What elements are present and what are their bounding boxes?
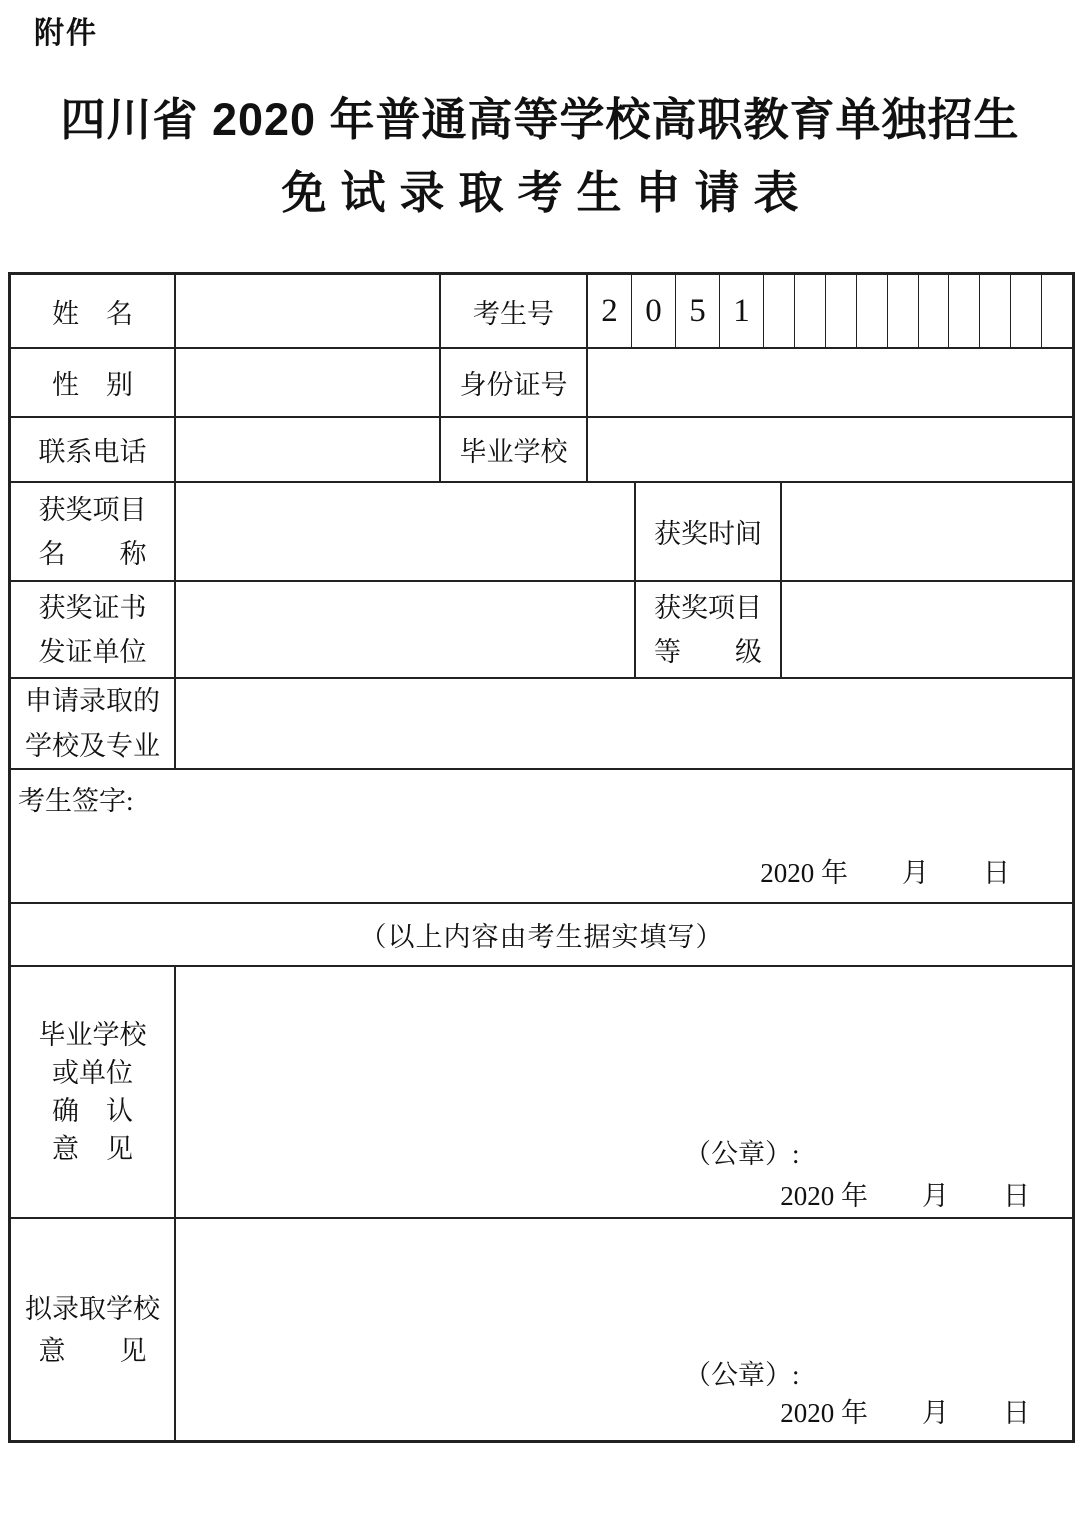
- candidate-no-digit-cell[interactable]: [1042, 275, 1072, 347]
- candidate-no-digit-cell[interactable]: 0: [632, 275, 676, 347]
- candidate-no-digit-cell[interactable]: [795, 275, 826, 347]
- award-time-input-cell[interactable]: [782, 483, 1072, 580]
- row-signature: [11, 770, 1072, 904]
- id-number-input-cell[interactable]: [588, 349, 1072, 416]
- id-number-label: 身份证号: [441, 349, 588, 416]
- name-input-cell[interactable]: [176, 275, 441, 347]
- signature-date: 2020 年 月 日: [760, 858, 1010, 888]
- admission-opinion-label-line2: 意 见: [38, 1335, 147, 1366]
- award-name-label: [11, 483, 176, 580]
- award-level-label: [636, 582, 782, 677]
- candidate-no-digit-cell[interactable]: 2: [588, 275, 632, 347]
- signature-cell[interactable]: [11, 770, 1072, 902]
- candidate-no-digit-cell[interactable]: [1011, 275, 1042, 347]
- signature-label: 考生签字:: [18, 786, 134, 816]
- candidate-no-digit-cell[interactable]: [764, 275, 795, 347]
- award-level-input-cell[interactable]: [782, 582, 1072, 677]
- school-opinion-label-line3: 确 认: [52, 1096, 133, 1126]
- applied-school-input-cell[interactable]: [176, 679, 1072, 768]
- row-applied-school: [11, 679, 1072, 770]
- row-phone-school: [11, 418, 1072, 483]
- school-opinion-input-cell[interactable]: [176, 967, 1072, 1217]
- award-time-label: 获奖时间: [636, 483, 782, 580]
- candidate-no-digit-cell[interactable]: [919, 275, 950, 347]
- application-form-table: [8, 272, 1075, 1443]
- award-certificate-label-line2: 发证单位: [38, 636, 147, 667]
- candidate-no-digit-cell[interactable]: 1: [720, 275, 764, 347]
- admission-opinion-seal-label: （公章）:: [684, 1360, 800, 1390]
- form-title-line2: 免试录取考生申请表: [281, 167, 813, 218]
- row-award-certificate-level: [11, 582, 1072, 679]
- award-certificate-label: [11, 582, 176, 677]
- applied-school-label-line2: 学校及专业: [25, 730, 160, 761]
- award-name-label-line1: 获奖项目: [38, 494, 147, 525]
- school-opinion-label-line4: 意 见: [52, 1134, 133, 1164]
- school-opinion-date: 2020 年 月 日: [780, 1181, 1030, 1211]
- award-level-label-line1: 获奖项目: [654, 592, 762, 623]
- school-opinion-label: [11, 967, 176, 1217]
- admission-opinion-input-cell[interactable]: [176, 1219, 1072, 1440]
- graduation-school-input-cell[interactable]: [588, 418, 1072, 481]
- name-label: 姓 名: [11, 275, 176, 347]
- award-certificate-label-line1: 获奖证书: [38, 592, 147, 623]
- award-name-label-line2: 名 称: [38, 538, 147, 569]
- gender-label: 性 别: [11, 349, 176, 416]
- applied-school-label: [11, 679, 176, 768]
- applied-school-label-line1: 申请录取的: [25, 685, 160, 716]
- phone-label: 联系电话: [11, 418, 176, 481]
- row-gender-id: [11, 349, 1072, 418]
- admission-opinion-label-line1: 拟录取学校: [25, 1293, 160, 1324]
- form-title-line1: 四川省 2020 年普通高等学校高职教育单独招生: [60, 94, 1020, 145]
- candidate-no-label: 考生号: [441, 275, 588, 347]
- note-text: （以上内容由考生据实填写）: [359, 922, 724, 952]
- candidate-no-digit-cell[interactable]: 5: [676, 275, 720, 347]
- row-note: [11, 904, 1072, 967]
- candidate-no-digit-cell[interactable]: [826, 275, 857, 347]
- graduation-school-label: 毕业学校: [441, 418, 588, 481]
- award-certificate-input-cell[interactable]: [176, 582, 636, 677]
- candidate-no-digit-cell[interactable]: [980, 275, 1011, 347]
- row-admission-opinion: [11, 1219, 1072, 1440]
- attachment-label: 附件: [34, 17, 98, 50]
- school-opinion-seal-label: （公章）:: [684, 1139, 800, 1169]
- admission-opinion-label: [11, 1219, 176, 1440]
- note-cell: [11, 904, 1072, 965]
- award-level-label-line2: 等 级: [654, 636, 762, 667]
- candidate-no-digit-cell[interactable]: [857, 275, 888, 347]
- award-name-input-cell[interactable]: [176, 483, 636, 580]
- admission-opinion-date: 2020 年 月 日: [780, 1398, 1030, 1428]
- phone-input-cell[interactable]: [176, 418, 441, 481]
- candidate-no-digit-cell[interactable]: [888, 275, 919, 347]
- row-school-opinion: [11, 967, 1072, 1219]
- school-opinion-label-line2: 或单位: [52, 1058, 133, 1088]
- form-title: [0, 90, 1080, 223]
- gender-input-cell[interactable]: [176, 349, 441, 416]
- candidate-no-digit-cell[interactable]: [949, 275, 980, 347]
- row-award-name-time: [11, 483, 1072, 582]
- row-name-candidate-no: [11, 275, 1072, 349]
- school-opinion-label-line1: 毕业学校: [38, 1020, 147, 1050]
- candidate-no-cells: [588, 275, 1072, 347]
